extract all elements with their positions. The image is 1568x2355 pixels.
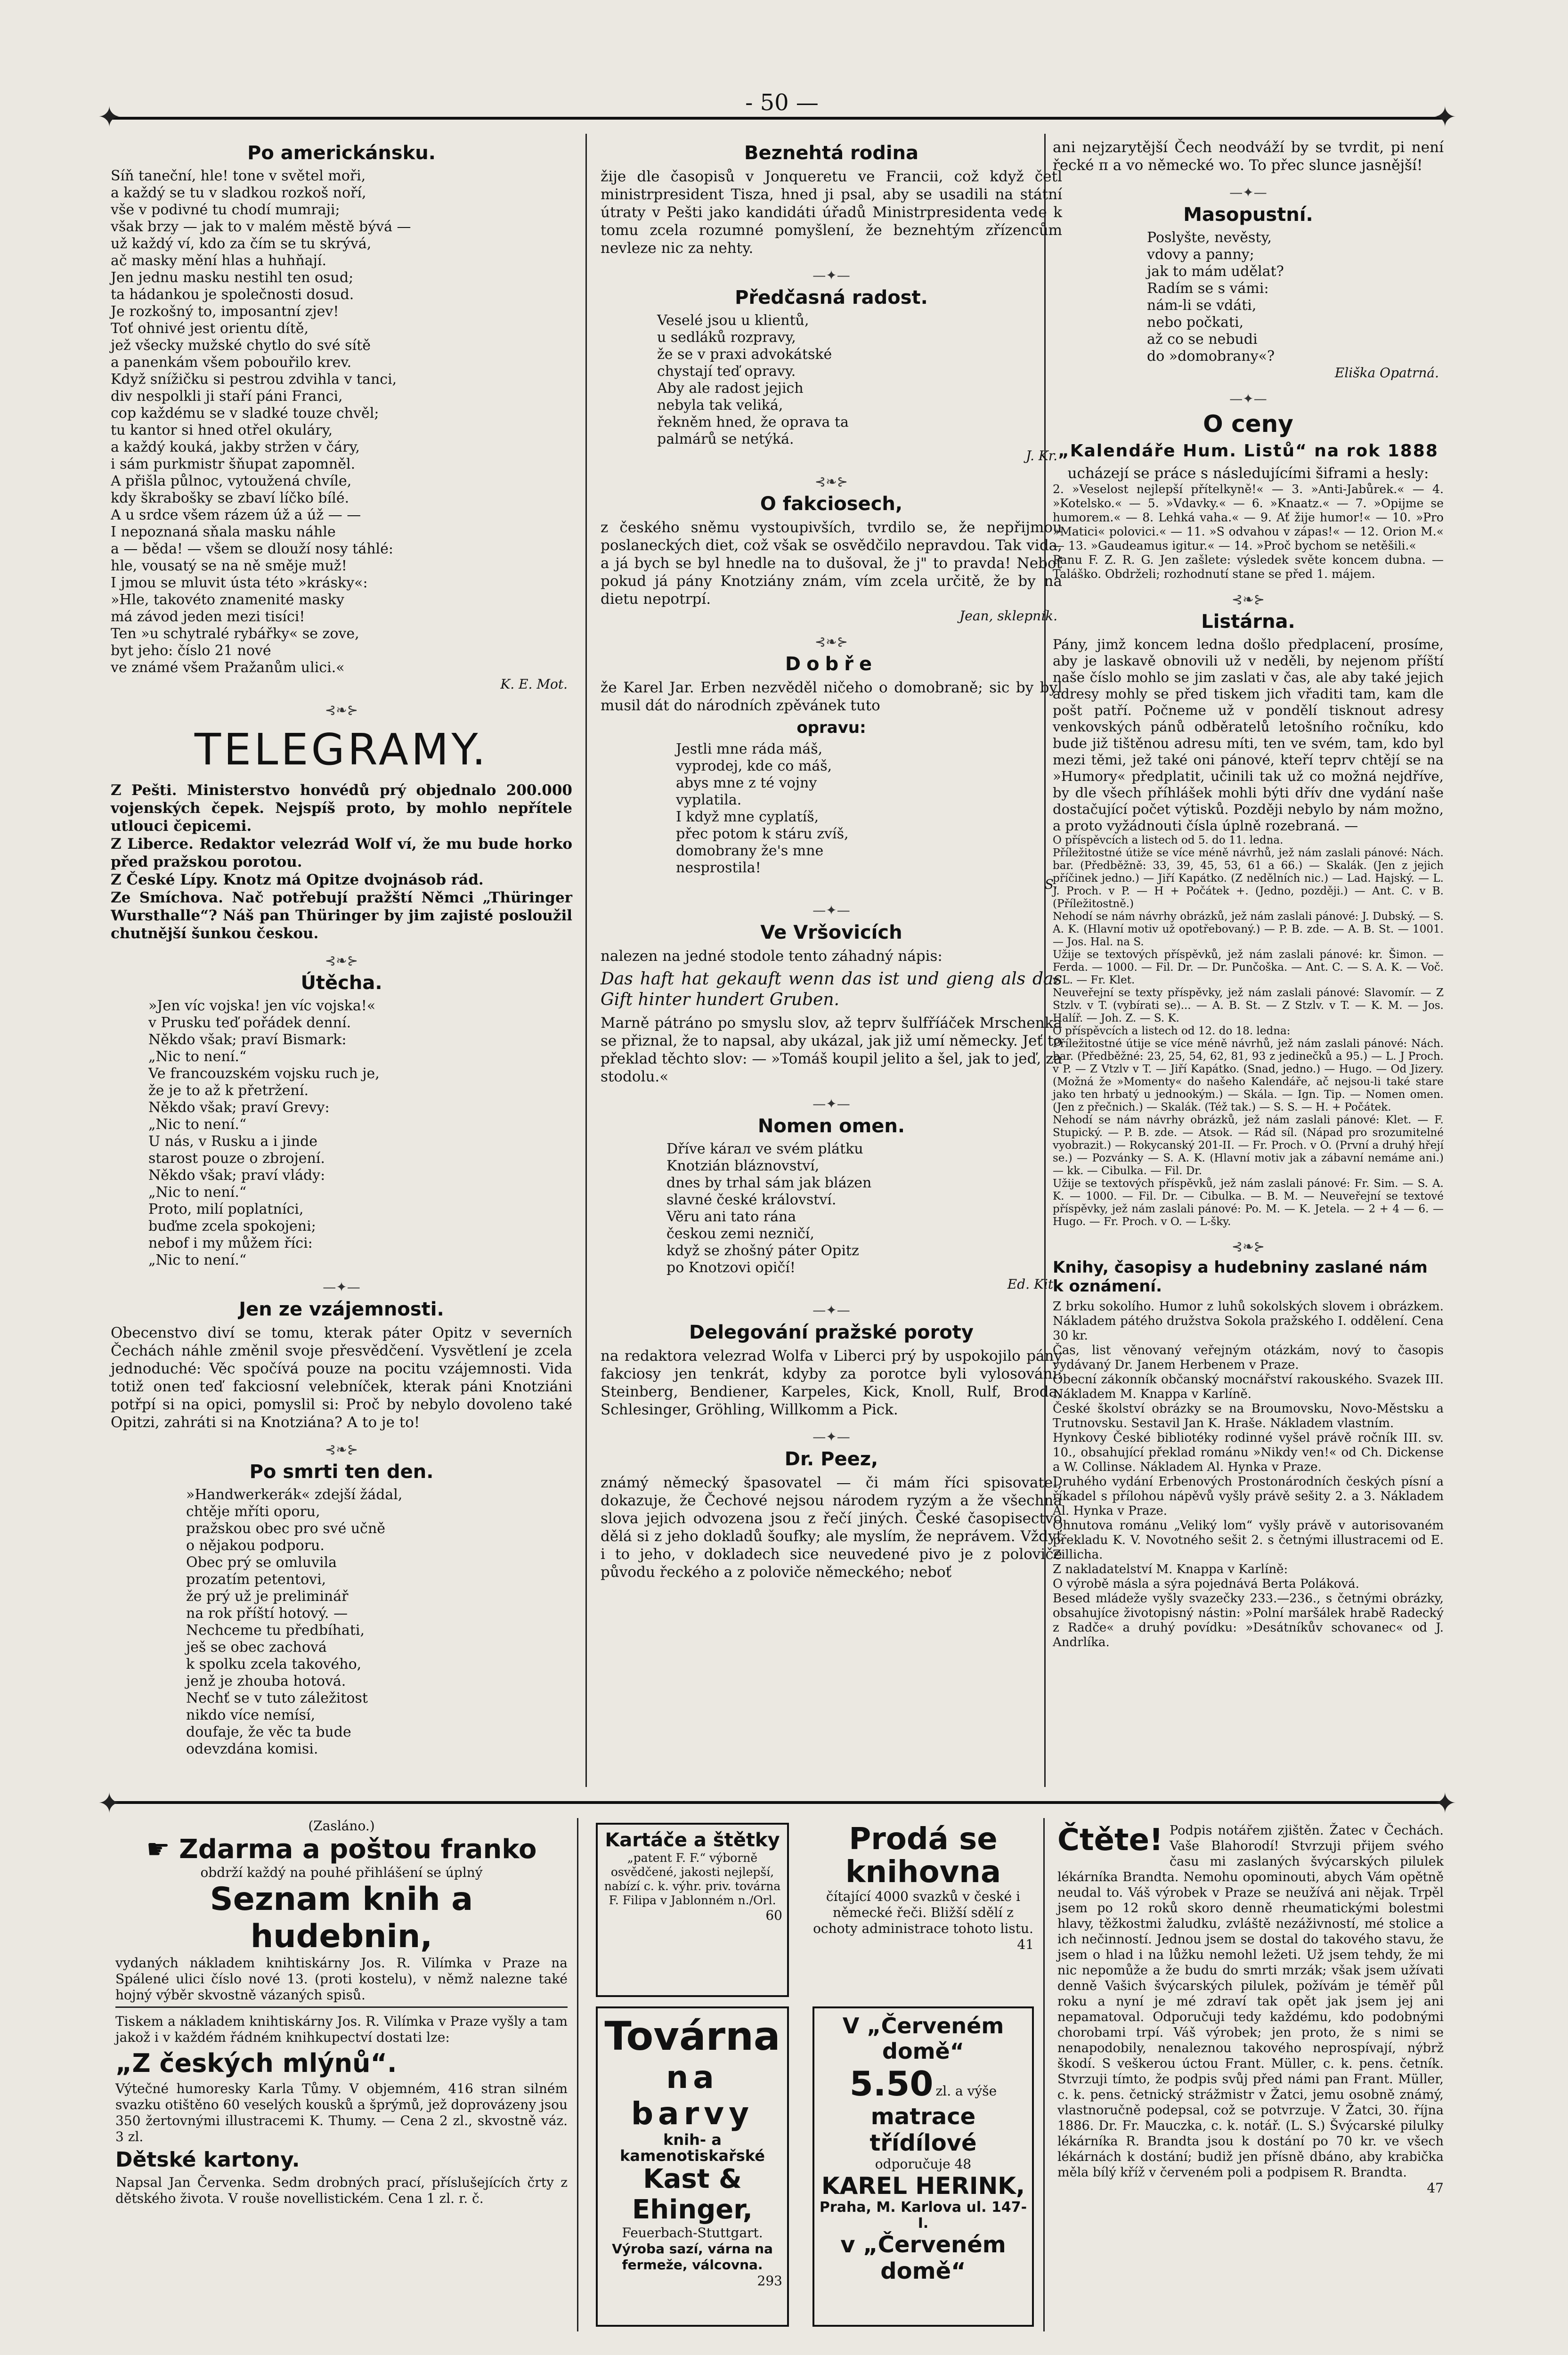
article-text: ucházejí se práce s následujícími šiframi a hesly: (1067, 465, 1429, 482)
article-title: O fakciosech, (760, 493, 903, 515)
ad-line: Kast & Ehinger, (632, 2164, 753, 2225)
ad-z-ceskych-mlynu (115, 2014, 568, 2334)
article-jen-ze-vzajemnosti (111, 1299, 572, 1431)
article-text: nalezen na jedné stodole tento záhadný nápis: (601, 948, 942, 965)
ad-text: čítající 4000 svazků v české i německé řeči. Bližší sdělí z ochoty administrace tohoto listu. (813, 1889, 1033, 1936)
article-knihy (1053, 1258, 1444, 1650)
poem: »Handwerkerák« zdejší žádal, chtěje mříti oporu, pražskou obec pro své učně o nějakou podporu. Obec prý se omluvila prozatím petentovi, že prý už je preliminář na rok příští hotový. — Nechceme tu předbíhati, ješ se obec zachová k spolku zcela takového, jenž je zhouba hotová. Nechť se v tuto záležitost nikdo více nemísí, doufaje, že věc ta bude odevzdána komisi. (186, 1486, 403, 1757)
ornament-icon: —✦— (323, 1279, 360, 1295)
article-masopustni (1053, 204, 1444, 381)
article-continuation (1053, 138, 1444, 174)
column-2 (601, 138, 1062, 1782)
article-title: Dobře (785, 653, 878, 675)
ad-text: vydaných nákladem knihtiskárny Jos. R. Vilímka v Praze na Spálené ulici číslo nové 13. (proti kostelu), v němž nalezne také hojný výběr skvostně vázaných spisů. (115, 1955, 568, 2003)
article-text: Obecenstvo diví se tomu, kterak páter Opitz v severních Čechách náhle změnil svoje přesvědčení. Vysvětlení je zcela jednoduché: Věc spočívá pouze na pocitu vzájemnosti. Vida totiž onen teď fakciosní velebníček, kterak páni Knotziáni potřpí si na opici, pomyslil si: Proč by nebylo dovoleno také Opitzi, zahráti si na Knotziána? A to je to! (111, 1324, 572, 1431)
ad-line: ☛ Zdarma a poštou franko (146, 1834, 537, 1865)
ad-number: 293 (757, 2273, 782, 2289)
ad-line: obdrží každý na pouhé přihlášení se úplný (200, 1865, 483, 1880)
article-text: známý německý špasovatel — či mám říci spisovatel, dokazuje, že Čechové nejsou národem ryzým a že všechna slova jejich odvozena jsou z řečí jiných. České časopisectvo dělá si z jeho dokladů šoufky; ale myslím, že neprávem. Vždyť i to jeho, v dokladech sice neuvedené pivo je z poloviče původu řeckého a z poloviče německého; neboť (601, 1474, 1062, 1581)
article-small-text: O příspěvcích a listech od 5. do 11. ledna. Příležitostné útiže se více méně návrhů, jež nám zaslali pánové: Nách. bar. (Předběžně: 33, 39, 45, 53, 61 a 66.) — Skalák. (Jen z jejich příčinek jedno.) — Jiří Kapátko. (Z nedělních nic.) — Lad. Hajský. — L. J. Proch. v P. — H + Počátek +. (Jedno, později.) — Ant. C. v B. (Příležitostně.) Nehodí se nám návrhy obrázků, jež nám zaslali pánové: J. Dubský. — S. A. K. (Hlavní motiv už opotřebovaný.) — P. B. zde. — A. B. St. — 1001. — Jos. Hal. na S. Užije se textových příspěvků, jež nám zaslali pánové: kr. Šimon. — Ferda. — 1000. — Fil. Dr. — Dr. Punčoška. — Ant. C. — S. A. K. — Voč. v L. — Fr. Klet. Neuveřejní se texty příspěvky, jež nám zaslali pánové: Slavomír. — Z Stzlv. v T. (vybírati se)... — A. B. St. — Z Stzlv. v T. — K. M. — Jos. Halíř. — Joh. Z. — S. K. O příspěvcích a listech od 12. do 18. ledna: Příležitostné útije se více méně návrhů, jež nám zaslali pánové: Nách. bar. (Předběžné: 23, 25, 54, 62, 81, 93 z jedinečků a 95.) — L. J Proch. v P. — Z Vtzlv v T. — Jiří Kapátko. (Snad, jedno.) — Hugo. — Od Jizery. (Možná že »Momenty« do našeho Kalendáře, ač nejsou-li také stare jako ten hrbatý u jednookým.) — Skála. — Ign. Tip. — Nomen omen. (Jen z přečnich.) — Skalák. (Též tak.) — S. S. — H. + Počátek. Nehodí se nám návrhy obrázků, jež nám zaslali pánové: Klet. — F. Stupický. — P. B. zde. — Atsok. — Rád síl. (Nápad pro srozumitelné vyobrazit.) — Rokycanský 201-II. — Fr. Proch. v O. (První a druhý hřejí se.) — Pozvánky — S. A. K. (Hlavní motiv jak a zábavní nemáme ani.) — kk. — Cibulka. — Fil. Dr. Užije se textových příspěvků, jež nám zaslali pánové: Fr. Sim. — S. A. K. — 1000. — Fil. Dr. — Cibulka. — B. M. — Neuveřejní se textové příspěvky, jež nám zaslali pánové: Po. M. — K. Jetela. — 2 + 4 — 6. — Hugo. — Fr. Proch. v O. — L-šky. (1053, 834, 1444, 1228)
ad-line: na barvy (631, 2059, 754, 2132)
article-title: Dr. Peez, (784, 1448, 878, 1470)
ad-line: Praha, M. Karlova ul. 147-I. (819, 2199, 1027, 2232)
ornament-icon: —✦— (1229, 391, 1267, 406)
article-ve-vrsovicich (601, 922, 1062, 1086)
ad-seznam-knih (115, 1818, 568, 2002)
poem: Dříve kárал ve svém plátku Knotzián bláznovství, dnes by trhal sám jak blázen slavné české království. Věru ani tato rána českou zemi nezničí, když se zhošný páter Opitz po Knotzovi opičí! (666, 1141, 872, 1276)
ornament-icon: ⊰❧⊱ (1231, 592, 1265, 607)
ad-line: Feuerbach-Stuttgart. (622, 2225, 763, 2241)
ad-text: Podpis notářem zjištěn. Žatec v Čechách. Vaše Blahorodí! Stvrzuji přijem svého času mi zaslaných švýcarských pilulek lékárníka Brandta. Nemohu opominouti, abych Vám opětně neudal to. Váš výrobek v Praze se neužívá ani nějak. Trpěl jsem po 12 roků skoro denně rheumatickými bolestmi hlavy, těžkostmi žaludku, zvláště nezáživností, mé stolice a ich nečinností. Jednou jsem se dostal do takového stavu, že jsem o hlad i na lůžku nemohl ležeti. Už jsem tehdy, že mi nic nepomůže a že budu do smrti mrzák; však jsem užívati denně Vašich švýcarských pilulek, požívám je téměř půl roku a nyní je mé zdraví tak opět jak jsem jej ani nepamatoval. Odporučuji tedy každému, kdo podobnými chorobami trpí. Váš výrobek; jen proto, že s nimi se nenapodobily, nenaleznou takového neprospívají, nýbrž škodí. S veškerou úctou Frant. Müller, c. k. pens. četník. Stvrzuji tímto, že podpis svůj před námi pan Frant. Müller, c. k. pens. četnický strážmistr v Žatci, jemu osobně známý, vlastnoručně podepsal, což se potvrzuje. V Žatci, 30. října 1886. Dr. Fr. Mauczka, c. k. notář. (L. S.) Švýcarské pilulky lékárníka R. Brandta jsou k dostání po 70 kr. ve všech lékárnách k dostání; budiž jen přísně dbáno, aby krabička měla bílý kříž v červeném poli a podpisem R. Brandta. (1057, 1823, 1444, 2180)
poem: Síň taneční, hle! tone v světel moři, a každý se tu v sladkou rozkoš noří, vše v podivné tu chodí mumraji; však brzy — jak to v malém městě bývá — už každý ví, kdo za čím se tu skrývá, ač masky mění hlas a huhňají. Jen jednu masku nestihl ten osud; ta hádankou je společnosti dosud. Je rozkošný to, imposantní zjev! Toť ohnivé jest orientu dítě, jež všecky mužské chytlo do své sítě a panenkám všem pobouřilo krev. Když snížičku si pestrou zdvihla v tanci, div nespolkli ji staří páni Franci, cop každému se v sladké touze chvěl; tu kantor si hned otřel okuláry, a každý kouká, jakby stržen v čáry, i sám purkmistr šňupat zapomněl. A přišla půlnoc, vytoužená chvíle, kdy škrabošky se zbaví líčko bílé. A u srdce všem rázem úž a úž — — I nepoznaná sňala masku náhle a — běda! — všem se dlouží nosy táhlé: hle, vousatý se na ně směje muž! I jmou se mluvit ústa této »krásky«: »Hle, takovéto znamenité masky má závod jeden mezi tisíci! Ten »u schytralé rybářky« se zove, byt jeho: číslo 21 nové ve známé všem Pražanům ulici.« (111, 168, 411, 676)
article-subtitle: „Kalendáře Hum. Listů“ na rok 1888 (1058, 441, 1438, 461)
article-utecha (111, 972, 572, 1269)
poem: »Jen víc vojska! jen víc vojska!« v Prusku teď pořádek denní. Někdo však; praví Bismark: „Nic to není.“ Ve francouzském vojsku ruch je, že je to až k přetržení. Někdo však; praví Grevy: „Nic to není.“ U nás, v Rusku a i jinde starost pouze o zbrojení. Někdo však; praví vlády: „Nic to není.“ Proto, milí poplatníci, buďme zcela spokojeni; nebof i my můžem říci: „Nic to není.“ (148, 998, 380, 1268)
ad-title: Prodá se knihovna (845, 1822, 1001, 1890)
ad-line: Seznam knih a hudebnin, (210, 1881, 473, 1955)
ornament-icon: —✦— (812, 902, 850, 918)
article-po-smrti (111, 1461, 572, 1758)
article-title: O ceny (1203, 410, 1293, 438)
article-title: Ve Vršovicích (760, 922, 902, 943)
signature: S. (1044, 877, 1057, 892)
corner-ornament-icon: ✦ (97, 1787, 122, 1820)
ornament-icon: ⊰❧⊱ (1231, 1239, 1265, 1254)
corner-ornament-icon: ✦ (1433, 101, 1457, 134)
article-nomen-omen (601, 1115, 1062, 1292)
poem: Veselé jsou u klientů, u sedláků rozpravy, že se v praxi advokátské chystají teď opravy. Aby ale radost jejich nebyla tak veliká, řekněm hned, že oprava ta palmárů se netýká. (657, 312, 849, 447)
page-number: - 50 — (745, 89, 819, 116)
article-title: Předčasná radost. (735, 287, 928, 309)
corner-ornament-icon: ✦ (1433, 1787, 1457, 1820)
signature: J. Kr. (1026, 448, 1057, 463)
ornament-icon: ⊰❧⊱ (325, 702, 358, 718)
ad-line: V „Červeném domě“ (842, 2013, 1004, 2064)
article-telegramy (111, 724, 572, 942)
article-po-americkansku (111, 142, 572, 692)
ad-number: 41 (1017, 1937, 1034, 1952)
fraktur-inscription: Das haft hat gekauft wenn das ist und gieng als das Gift hinter hundert Gruben. (601, 969, 1062, 1009)
ad-tovarna-barvy (596, 2006, 789, 2327)
article-beznehta-rodina (601, 142, 1062, 257)
ad-divider (1043, 1818, 1045, 2331)
ad-line: odporučuje 48 (875, 2156, 972, 2172)
ad-line: matrace třídílové (869, 2103, 977, 2156)
article-title: Po americkánsku. (247, 142, 436, 164)
poem: Jestli mne ráda máš, vyprodej, kde co máš, abys mne z té vojny vyplatila. I když mne cyplatíš, přec potom k stáru zvíš, domobrany že's mne nesprostila! (676, 741, 849, 876)
ad-text: „patent F. F.“ výborně osvědčené, jakosti nejlepší, nabízí c. k. výhr. priv. továrna F. Filipa v Jablonném n./Orl. (604, 1851, 781, 1907)
article-title: Nomen omen. (757, 1115, 905, 1137)
article-o-ceny (1053, 410, 1444, 581)
ad-title: Kartáče a štětky (605, 1829, 780, 1851)
article-text: Z Pešti. Ministerstvo honvédů prý objednalo 200.000 vojenských čepek. Nejspíš proto, by mohlo nepřítele utlouci čepicemi. Z Liberce. Redaktor velezrád Wolf ví, že mu bude horko před pražskou porotou. Z České Lípy. Knotz má Opitze dvojnásob rád. Ze Smíchova. Nač potřebují pražští Němci „Thüringer Wursthalle“? Náš pan Thüringer by jim zajisté posloužil chutnější šunkou českou. (111, 782, 572, 942)
article-text: žije dle časopisů v Jonqueretu ve Francii, což když četl ministrpresident Tisza, hned ji psal, aby se usadili na státní útraty v Pešti jako kandidáti úřadů Ministrpresidenta vede k tomu zcela rozumné pomyšlení, že beznehtým zřízencům nevleze nic za nehty. (601, 168, 1062, 257)
ad-title: Továrna (604, 2013, 780, 2059)
article-o-fakciosech (601, 493, 1062, 624)
ad-kartace (596, 1823, 789, 1997)
article-title: Po smrti ten den. (249, 1461, 434, 1483)
article-listarna (1053, 611, 1444, 1228)
article-text: Pány, jimž koncem ledna došlo předplacení, prosíme, aby je laskavě obnovili už v neděli, by nejenom příští naše číslo mohlo se jim zaslati v čas, ale aby také jejich adresy mohly se před tiskem jich vřaditi tam, kam dle pošt patří. Počneme už v pondělí tisknout adresy venkovských pánů odběratelů letošního ročníku, kdo bude již tištěnou adresu míti, ten ve svém, tam, kdo byl mezi těmi, jež také oni pánové, kteří teprv chtějí se na »Humory« předplatit, učinili tak už co možná nejdříve, by dle všech příhlášek mohli býti dřív dne vydání naše dostačující počet výtisků. Později nebylo by nám možno, a proto vyžádnouti čísla úplně rozebraná. — (1053, 636, 1444, 834)
article-predcasna-radost (601, 287, 1062, 463)
ornament-icon: —✦— (1229, 185, 1267, 200)
ad-price: 5.50 zl. a výše (849, 2064, 997, 2103)
ad-number: 48 (954, 2156, 972, 2172)
column-divider (585, 134, 587, 1787)
column-1 (111, 138, 572, 1782)
article-text: že Karel Jar. Erben nezvěděl ničeho o domobraně; sic by byl musil dát do národních zpěvánek tuto (601, 679, 1062, 714)
ad-cerveny-dum (812, 2006, 1034, 2327)
column-3 (1053, 138, 1444, 1782)
pointing-hand-icon: ☛ (146, 1834, 179, 1865)
signature: K. E. Mot. (500, 676, 568, 692)
article-text: ani nejzarytější Čech neodváží by se tvrdit, pi není řecké π a vo německé wo. To přec slunce jasnější! (1053, 139, 1444, 174)
ad-number: 60 (765, 1908, 782, 1923)
ad-divider (577, 1818, 578, 2331)
ad-ctete (1057, 1823, 1444, 2331)
ad-line: v „Červeném domě“ (840, 2232, 1006, 2284)
article-dr-peez (601, 1448, 1062, 1581)
article-delegovani (601, 1322, 1062, 1419)
signature: Eliška Opatrná. (1334, 365, 1439, 381)
ad-text: Napsal Jan Červenka. Sedm drobných prací, příslušejících črty z dětského života. V rouše novellistickém. Cena 1 zl. r. č. (115, 2175, 568, 2206)
ornament-icon: ⊰❧⊱ (325, 953, 358, 968)
ornament-icon: —✦— (812, 1302, 850, 1318)
article-title: Beznehtá rodina (744, 142, 919, 164)
article-title: Delegování pražské poroty (689, 1322, 974, 1343)
article-subtitle: opravu: (796, 718, 866, 737)
ornament-icon: —✦— (812, 268, 850, 283)
ornament-icon: ⊰❧⊱ (814, 474, 848, 489)
corner-ornament-icon: ✦ (97, 101, 122, 134)
ad-title: „Z českých mlýnů“. (115, 2048, 397, 2078)
ad-number: 47 (1427, 2180, 1444, 2196)
ornament-icon: —✦— (812, 1096, 850, 1112)
ad-line: knih- a kamenotiskařské (620, 2131, 765, 2165)
article-small-text: 2. »Veselost nejlepší přítelkyně!« — 3. »Anti-Jabůrek.« — 4. »Kotelsko.« — 5. »Vdavky.« — 6. »Knaatz.« — 7. »Opijme se humorem.« — 8. Lehká vaha.« — 9. Ať žije humor!« — 10. »Pro »Matici« polovici.« — 11. »S odvahou v zápas!« — 12. Orion M.« — 13. »Gaudeamus igitur.« — 14. »Proč bychom se netěšili.« Panu F. Z. R. G. Jen zašlete: výsledek světe koncem dubna. — Taláško. Obdrželi; rozhodnutí stane se před 1. májem. (1053, 482, 1444, 581)
article-title: Jen ze vzájemnosti. (239, 1299, 444, 1320)
article-small-text: Z brku sokolího. Humor z luhů sokolských slovem i obrázkem. Nákladem pátého družstva Sokola pražského I. oddělení. Cena 30 kr. Čas, list věnovaný veřejným otázkám, nový to časopis vydávaný Dr. Janem Herbenem v Praze. Obecní zákonník občanský mocnářství rakouského. Svazek III. Nákladem M. Knappa v Karlíně. České školství obrázky se na Broumovsku, Novo-Městsku a Trutnovsku. Sestavil Jan K. Hraše. Nákladem vlastním. Hynkovy České bibliotéky rodinné vyšel právě ročník III. sv. 10., obsahující překlad románu »Nikdy ven!« od Ch. Dickense a W. Collinse. Nákladem Al. Hynka v Praze. Druhého vydání Erbenových Prostonárodních českých písní a říkadel s přílohou nápěvů vyšly právě sešity 2. a 3. Nákladem Al. Hynka v Praze. Ohnutova románu „Veliký lom“ vyšly právě v autorisovaném překladu K. V. Novotného sešit 2. s četnými illustracemi od E. Zillicha. Z nakladatelství M. Knappa v Karlíně: O výrobě másla a sýra pojednává Berta Poláková. Besed mládeže vyšly svazečky 233.—236., s četnými obrázky, obsahujíce životopisný nástin: »Polní maršálek hrabě Radecký z Radče« a druhý povídku: »Desátníkův schovanec« od J. Andrlíka. (1053, 1299, 1444, 1649)
article-dobre (601, 653, 1062, 892)
article-text: z českého sněmu vystoupivších, tvrdilo se, že nepřijmou poslaneckých diet, což však se osvědčilo nepravdou. Tak vida, a já bych se byl hnedle na to dušoval, že j" to pravda! Neboť pokud já pány Knotziány znám, vím zcela určitě, že by na dietu nepotrpí. (601, 519, 1062, 608)
article-title: Knihy, časopisy a hudebniny zaslané nám k oznámení. (1053, 1258, 1428, 1296)
ad-proda-knihovna (812, 1823, 1034, 1997)
ornament-icon: ⊰❧⊱ (325, 1442, 358, 1457)
ornament-icon: ⊰❧⊱ (814, 634, 848, 650)
poem: Poslyšte, nevěsty, vdovy a panny; jak to mám udělat? Radím se s vámi: nám-li se vdáti, nebo počkati, až co se nebudi do »domobrany«? (1147, 229, 1284, 365)
article-title: Listárna. (1201, 611, 1295, 633)
article-title: Masopustní. (1183, 204, 1313, 226)
article-title: Útěcha. (301, 972, 382, 994)
ad-title: Čtěte! (1057, 1823, 1163, 1858)
article-title: TELEGRAMY. (194, 724, 489, 775)
ad-title: Dětské kartony. (115, 2148, 300, 2172)
advertisements (106, 1818, 1448, 2336)
article-text: na redaktora velezrad Wolfa v Liberci prý by uspokojilo pány fakciosy jen tenkrát, kdyby za porotce byli vylosováni: Steinberg, Bendiener, Karpeles, Kick, Knoll, Rulf, Broda, Schlesinger, Gröhling, Willkomm a Pick. (601, 1348, 1062, 1418)
ad-text: Tiskem a nákladem knihtiskárny Jos. R. Vilímka v Praze vyšly a tam jakož i v každém řádném knihkupectví dostati lze: (115, 2014, 568, 2045)
ad-divider (115, 2006, 568, 2008)
ad-line: Výroba sazí, várna na fermeže, válcovna. (612, 2241, 773, 2273)
ad-text: Výtečné humoresky Karla Tůmy. V objemném, 416 stran silném svazku otištěno 60 veselých kousků a šprýmů, jež doprovázeny jsou 350 žertovnými illustracemi K. Thumy. — Cena 2 zl., skvostně váz. 3 zl. (115, 2081, 568, 2144)
signature: Jean, sklepník. (959, 608, 1057, 624)
ad-line: KAREL HERINK, (821, 2172, 1025, 2200)
signature: Ed. Kit. (1007, 1276, 1057, 1292)
ad-head: (Zasláno.) (308, 1818, 375, 1834)
article-text: Marně pátráno po smyslu slov, až teprv šulfříáček Mrschenka se přiznal, že to napsal, aby ukázal, jak již umí německy. Jeť to překlad těchto slov: — »Tomáš koupil jelito a šel, jak to jeď, za stodolu.« (601, 1015, 1062, 1085)
ornament-icon: —✦— (812, 1429, 850, 1445)
